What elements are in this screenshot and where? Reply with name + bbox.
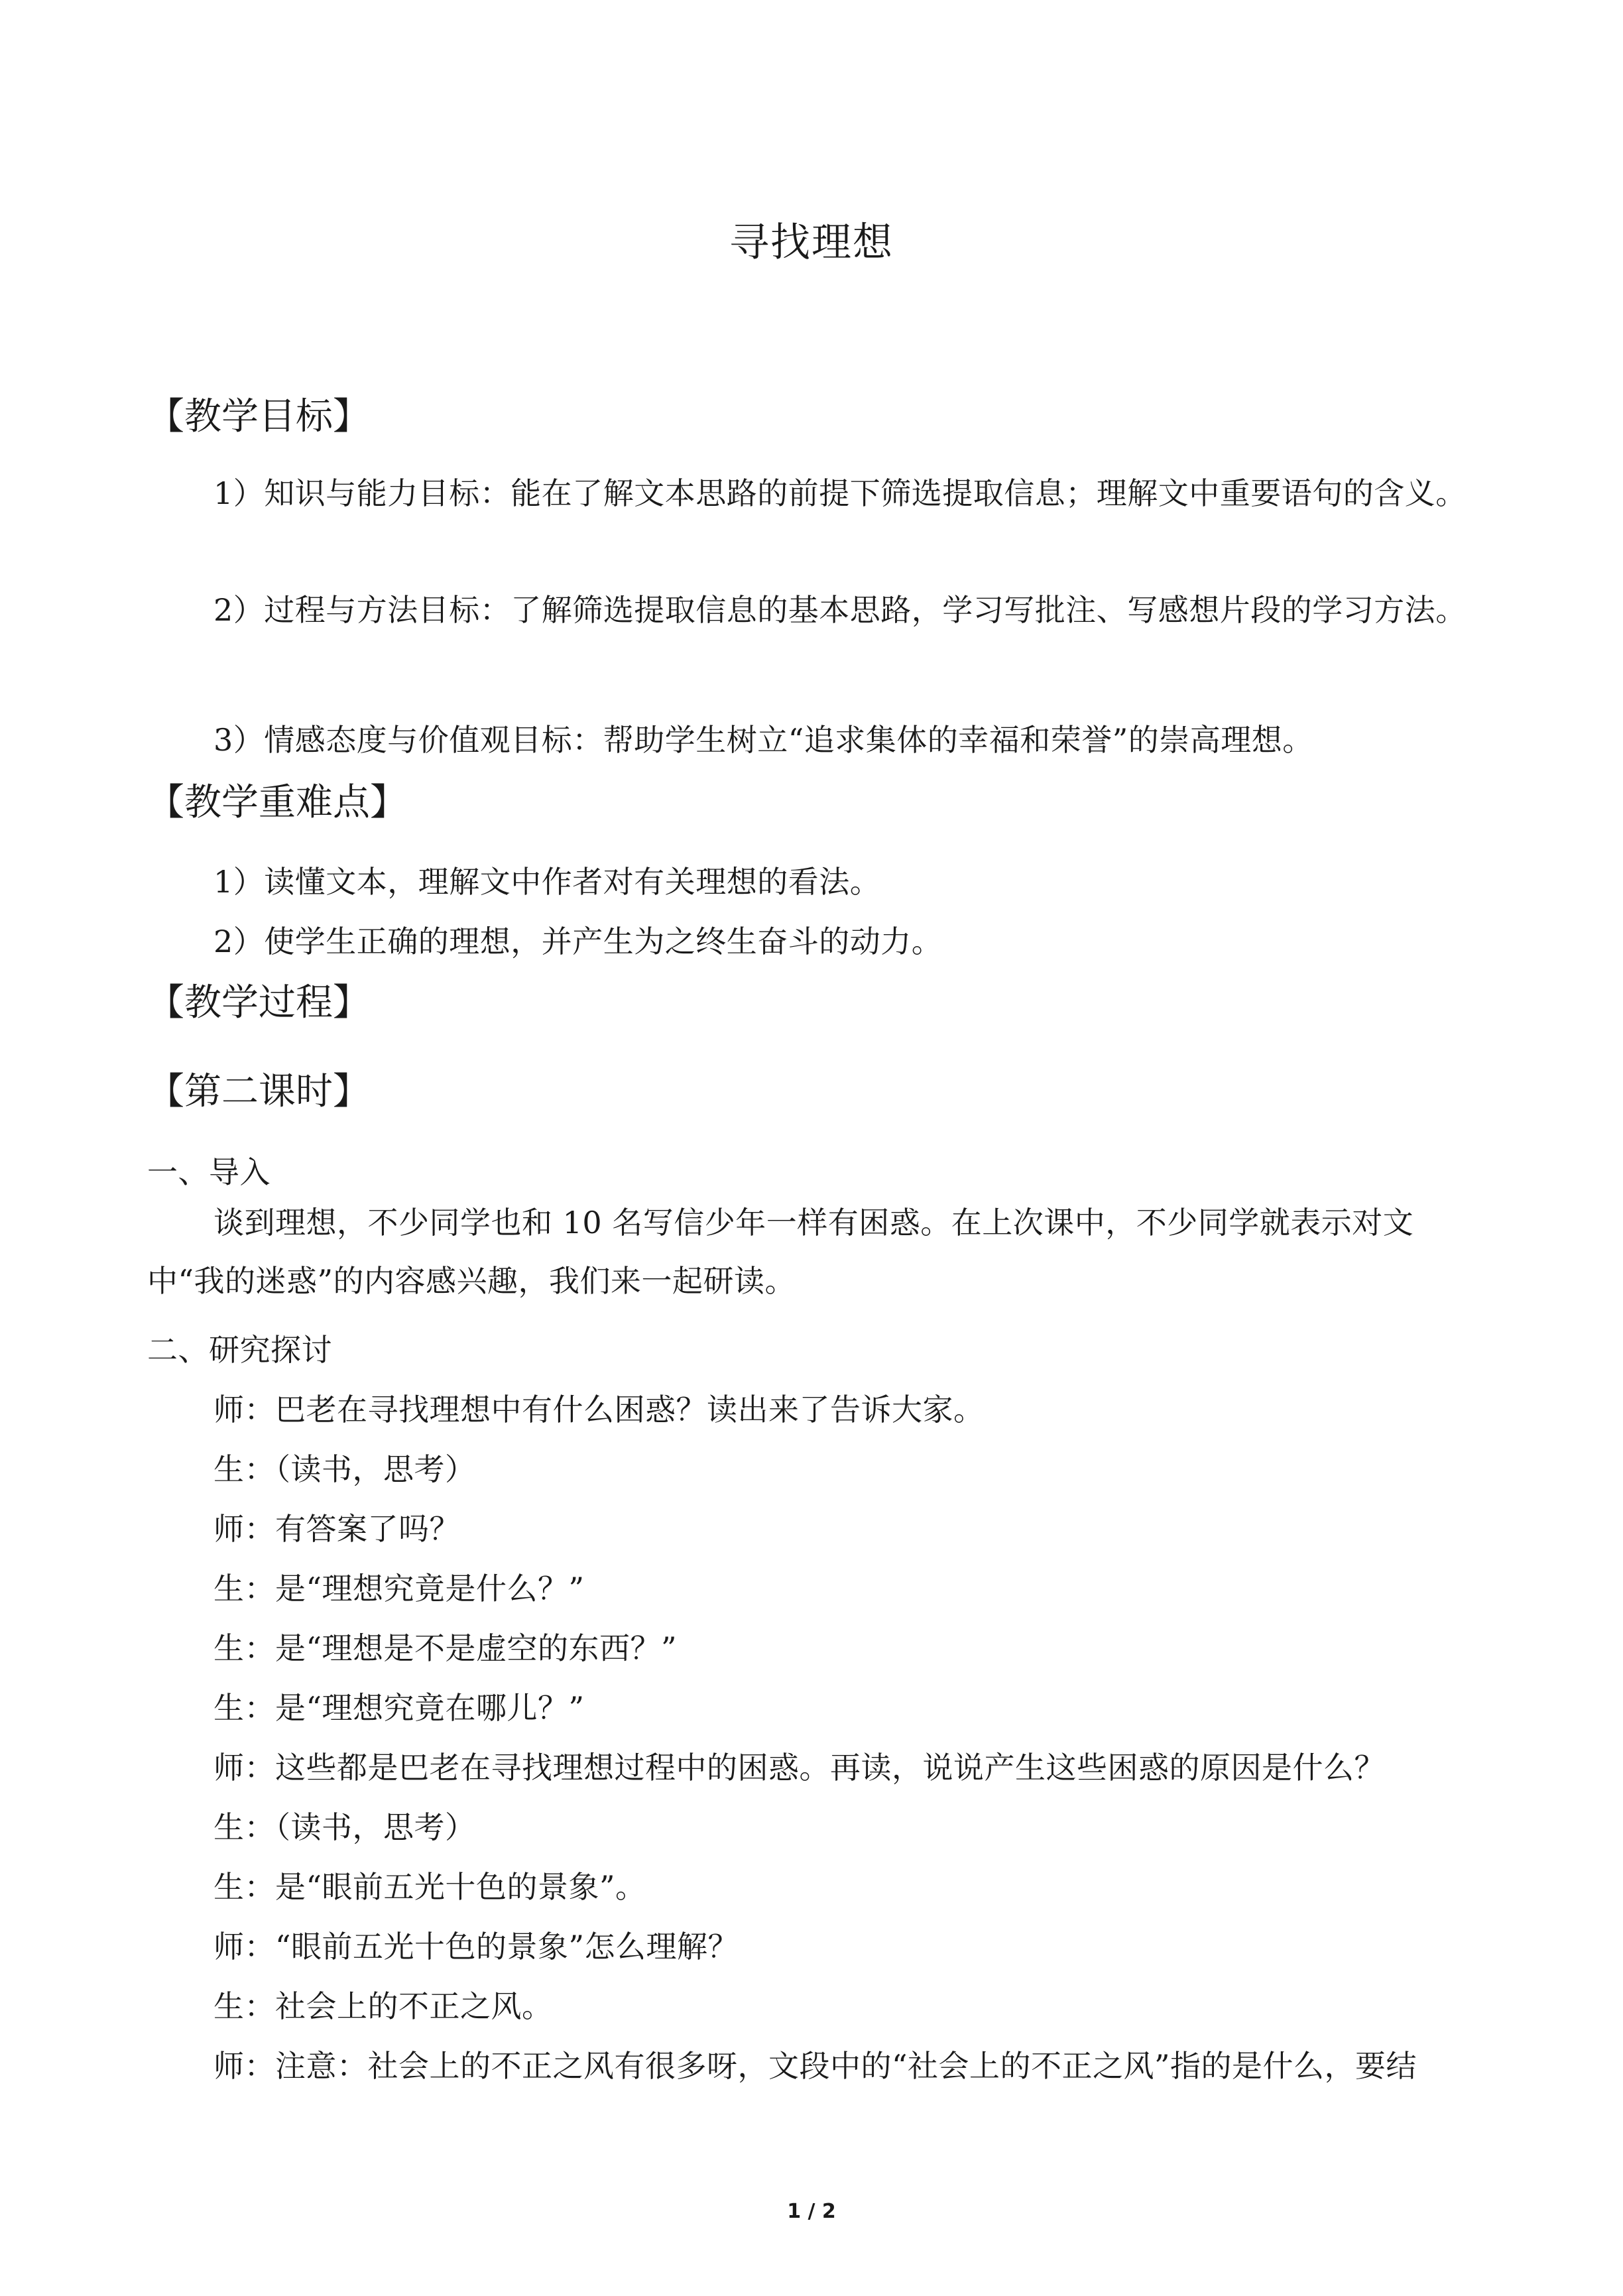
difficulty-item: 1）读懂文本，理解文中作者对有关理想的看法。 xyxy=(213,864,881,900)
difficulty-item: 2）使学生正确的理想，并产生为之终生奋斗的动力。 xyxy=(213,924,943,959)
section-heading-goals: 【教学目标】 xyxy=(147,395,370,438)
section-heading-difficulties: 【教学重难点】 xyxy=(147,781,407,824)
dialogue-line: 生：（读书，思考） xyxy=(213,1451,476,1487)
dialogue-line: 师：“眼前五光十色的景象”怎么理解？ xyxy=(213,1929,739,1964)
goal-paragraph: 3）情感态度与价值观目标：帮助学生树立“追求集体的幸福和荣誉”的崇高理想。 xyxy=(213,722,1313,758)
dialogue-line: 生：是“理想究竟在哪儿？” xyxy=(213,1690,585,1726)
page-number: 1 / 2 xyxy=(787,2200,836,2223)
dialogue-line: 师：这些都是巴老在寻找理想过程中的困惑。再读，说说产生这些困惑的原因是什么？ xyxy=(213,1750,1385,1785)
goal-paragraph: 2）过程与方法目标：了解筛选提取信息的基本思路，学习写批注、写感想片段的学习方法。 xyxy=(213,592,1467,628)
dialogue-line: 生：是“理想究竟是什么？” xyxy=(213,1571,585,1606)
dialogue-line: 师：注意：社会上的不正之风有很多呀，文段中的“社会上的不正之风”指的是什么，要结 xyxy=(213,2048,1417,2084)
intro-paragraph: 谈到理想，不少同学也和 10 名写信少年一样有困惑。在上次课中，不少同学就表示对文中“我的迷惑”的内容感兴趣，我们来一起研读。 xyxy=(147,1205,1414,1299)
section-heading-lesson: 【第二课时】 xyxy=(147,1070,370,1113)
dialogue-line: 师：巴老在寻找理想中有什么困惑？读出来了告诉大家。 xyxy=(213,1392,985,1427)
discussion-heading: 二、研究探讨 xyxy=(147,1332,332,1368)
intro-heading: 一、导入 xyxy=(147,1154,270,1190)
document-title: 寻找理想 xyxy=(729,219,894,266)
section-heading-process: 【教学过程】 xyxy=(147,981,370,1024)
dialogue-line: 生：社会上的不正之风。 xyxy=(213,1988,553,2024)
dialogue-line: 师：有答案了吗？ xyxy=(213,1511,460,1547)
dialogue-line: 生：是“理想是不是虚空的东西？” xyxy=(213,1630,678,1666)
goal-paragraph: 1）知识与能力目标：能在了解文本思路的前提下筛选提取信息；理解文中重要语句的含义。 xyxy=(213,475,1467,511)
dialogue-line: 生：是“眼前五光十色的景象”。 xyxy=(213,1869,646,1905)
dialogue-line: 生：（读书，思考） xyxy=(213,1809,476,1845)
